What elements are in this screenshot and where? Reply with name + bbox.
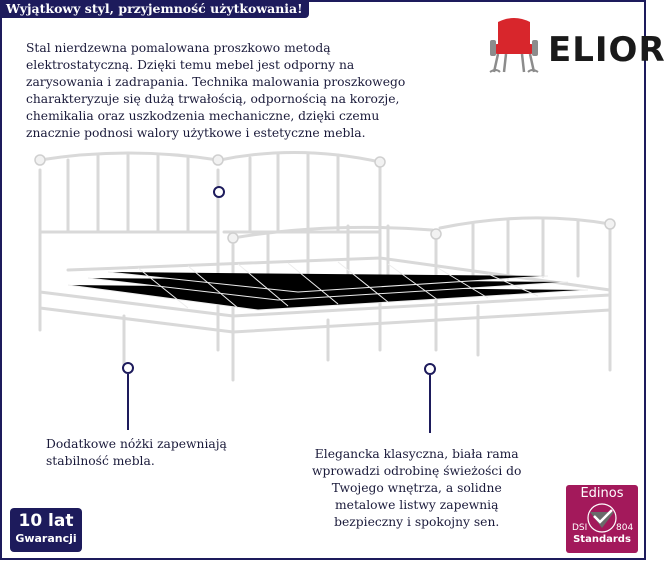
frame-callout-line: Twojego wnętrza, a solidne xyxy=(331,481,502,495)
frame-callout-line: metalowe listwy zapewnią xyxy=(335,498,499,512)
certificate-badge xyxy=(566,485,638,553)
frame-callout-line: Elegancka klasyczna, biała rama xyxy=(314,447,519,461)
warranty-years: 10 lat xyxy=(18,511,74,531)
armchair-icon xyxy=(486,14,542,76)
frame-marker xyxy=(213,186,225,198)
warranty-badge xyxy=(10,508,82,552)
frame-callout-line: bezpieczny i spokojny sen. xyxy=(334,515,500,529)
description-line: Stal nierdzewna pomalowana proszkowo metodą xyxy=(26,41,331,55)
tagline-banner: Wyjątkowy styl, przyjemność użytkowania! xyxy=(0,0,309,18)
certificate-name: Edinos xyxy=(580,486,624,501)
frame-marker-right xyxy=(424,363,436,375)
description-line: znacznie podnosi walory użytkowe i estetyczne mebla. xyxy=(26,126,366,140)
description-line: charakteryzuje się dużą trwałością, odpornością na korozje, xyxy=(26,92,400,106)
warranty-label: Gwarancji xyxy=(15,532,77,545)
certificate-left: DSI xyxy=(572,523,588,533)
frame-callout-line: wprowadzi odrobinę świeżości do xyxy=(312,464,522,478)
brand-logo xyxy=(486,14,666,76)
certificate-label: Standards xyxy=(573,534,631,545)
legs-callout-line: stabilność mebla. xyxy=(46,454,155,468)
description-line: zarysowania i zadrapania. Technika malowania proszkowego xyxy=(26,75,406,89)
legs-callout-line: Dodatkowe nóżki zapewniają xyxy=(46,437,227,451)
frame-callout xyxy=(312,446,521,531)
frame-leader-line xyxy=(429,375,431,433)
leg-leader-line xyxy=(127,374,129,430)
certificate-code: 804 xyxy=(616,523,634,533)
bed-frame-image xyxy=(28,150,628,390)
description-line: elektrostatyczną. Dzięki temu mebel jest odporny na xyxy=(26,58,355,72)
check-seal-icon xyxy=(566,502,638,534)
description-text xyxy=(26,40,456,142)
leg-marker xyxy=(122,362,134,374)
legs-callout xyxy=(46,436,227,470)
brand-name: ELIOR xyxy=(548,30,666,70)
description-line: chemikalia oraz uszkodzenia mechaniczne, dzięki czemu xyxy=(26,109,380,123)
